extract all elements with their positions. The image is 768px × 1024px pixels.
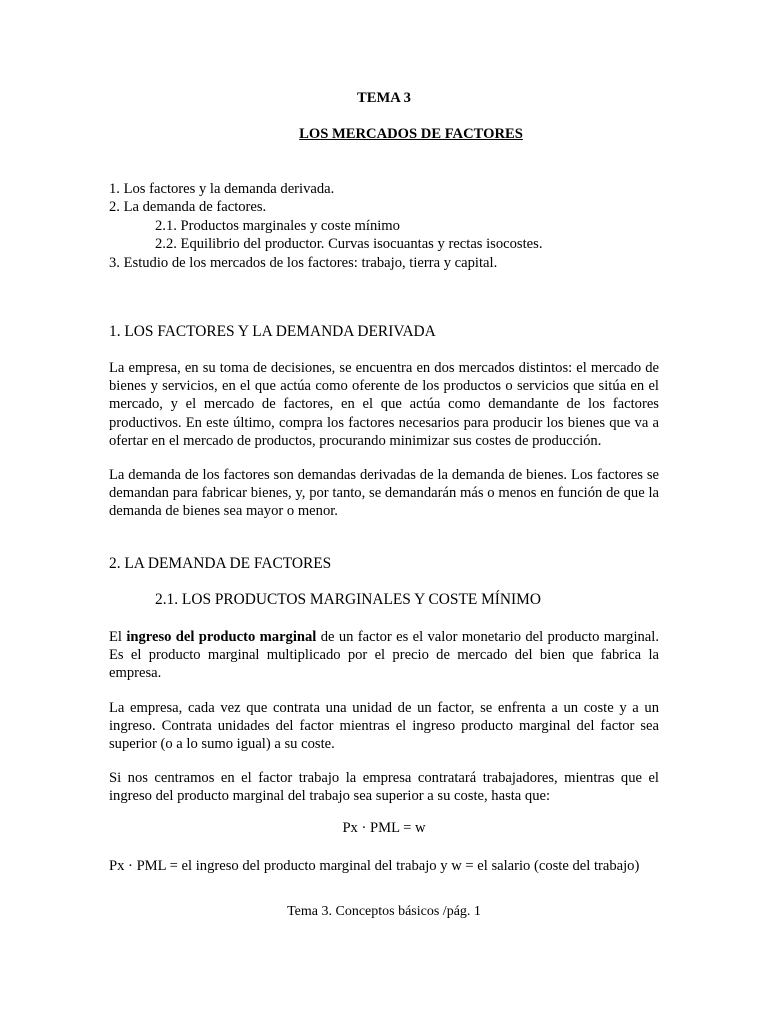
section-2-heading: 2. LA DEMANDA DE FACTORES bbox=[109, 555, 332, 572]
paragraph-text: El bbox=[109, 629, 127, 645]
paragraph-text: de un factor es el valor monetario del producto marginal. Es el producto marginal multiplicado por el precio de mercado del bien que fabrica la empresa. bbox=[109, 629, 659, 682]
section-2-paragraph-2: La empresa, cada vez que contrata una unidad de un factor, se enfrenta a un coste y a un ingreso. Contrata unidades del factor mientras el ingreso producto marginal del factor sea superior (o a lo sumo igual) a su coste. bbox=[109, 700, 659, 753]
formula-definition: Px · PML = el ingreso del producto marginal del trabajo y w = el salario (coste del trabajo) bbox=[109, 858, 640, 874]
chapter-title: LOS MERCADOS DE FACTORES bbox=[299, 126, 523, 142]
section-2-paragraph-3: Si nos centramos en el factor trabajo la empresa contratará trabajadores, mientras que el ingreso del producto marginal del trabajo sea superior a su coste, hasta que: bbox=[109, 770, 659, 805]
section-2-1-heading: 2.1. LOS PRODUCTOS MARGINALES Y COSTE MÍNIMO bbox=[155, 591, 541, 608]
section-2-paragraph-1 bbox=[109, 628, 659, 683]
toc-item: 2. La demanda de factores. bbox=[109, 199, 267, 216]
toc-subitem: 2.1. Productos marginales y coste mínimo bbox=[155, 217, 400, 234]
bold-term: ingreso del producto marginal bbox=[126, 629, 317, 645]
formula: Px · PML = w bbox=[342, 820, 426, 836]
section-1-paragraph-2: La demanda de los factores son demandas derivadas de la demanda de bienes. Los factores se demandan para fabricar bienes, y, por tanto, se demandarán más o menos en función de que la demanda de bienes sea mayor o menor. bbox=[109, 467, 659, 520]
toc-item: 1. Los factores y la demanda derivada. bbox=[109, 181, 335, 197]
page-footer: Tema 3. Conceptos básicos /pág. 1 bbox=[287, 904, 481, 919]
section-1-paragraph-1: La empresa, en su toma de decisiones, se encuentra en dos mercados distintos: el mercado de bienes y servicios, en el que actúa como oferente de los productos o servicios que sitúa en el mercado, y el mercado de factores, en el que actúa como demandante de los factores productivos. En este último, compra los factores necesarios para producir los bienes que va a ofertar en el mercado de productos, procurando minimizar sus costes de producción. bbox=[109, 360, 659, 449]
table-of-contents bbox=[109, 180, 542, 272]
chapter-number: TEMA 3 bbox=[357, 90, 411, 106]
toc-subitem: 2.2. Equilibrio del productor. Curvas isocuantas y rectas isocostes. bbox=[155, 236, 543, 253]
toc-item: 3. Estudio de los mercados de los factores: trabajo, tierra y capital. bbox=[109, 254, 498, 271]
section-1-heading: 1. LOS FACTORES Y LA DEMANDA DERIVADA bbox=[109, 323, 436, 340]
